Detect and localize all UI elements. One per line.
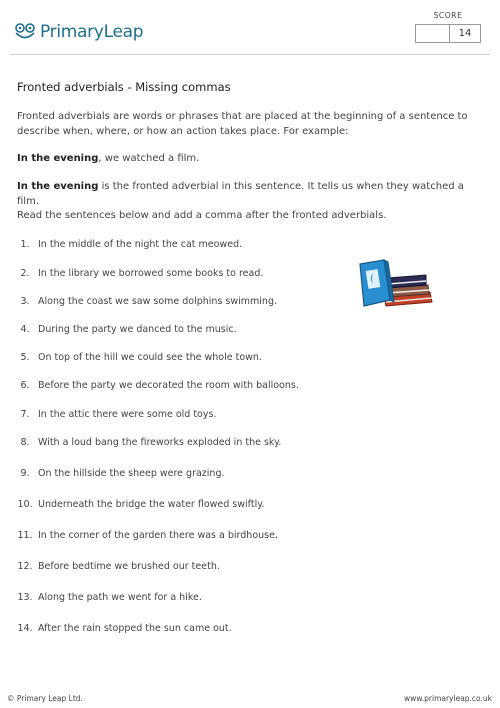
item-sentence[interactable]: During the party we danced to the music.	[38, 324, 237, 335]
item-sentence[interactable]: Along the coast we saw some dolphins swimming.	[38, 296, 277, 307]
explanation-sentence	[17, 180, 487, 209]
item-sentence[interactable]: Along the path we went for a hike.	[38, 592, 202, 603]
item-sentence[interactable]: Before bedtime we brushed our teeth.	[38, 561, 220, 572]
item-number: 1.	[20, 239, 30, 250]
copyright: © Primary Leap Ltd.	[7, 694, 83, 703]
intro-line-1: Fronted adverbials are words or phrases that are placed at the beginning of a sentence to	[17, 111, 468, 122]
item-sentence[interactable]: Before the party we decorated the room with balloons.	[38, 380, 299, 391]
brand-name: PrimaryLeap	[40, 22, 144, 42]
example-sentence	[17, 152, 487, 167]
intro-paragraph	[17, 110, 487, 139]
website-link[interactable]: www.primaryleap.co.uk	[404, 694, 492, 703]
item-sentence[interactable]: In the middle of the night the cat meowed.	[38, 239, 243, 250]
intro-line-2: describe when, where, or how an action takes place. For example:	[17, 125, 349, 137]
score-box	[415, 24, 481, 43]
brand-logo	[14, 22, 143, 42]
item-sentence[interactable]: In the corner of the garden there was a birdhouse.	[38, 530, 278, 541]
item-number: 11.	[17, 530, 33, 541]
item-number: 5.	[20, 352, 30, 363]
explanation-bold: In the evening	[17, 181, 99, 192]
item-sentence[interactable]: On top of the hill we could see the whole town.	[38, 352, 262, 363]
item-sentence[interactable]: In the library we borrowed some books to read.	[38, 268, 264, 279]
instruction: Read the sentences below and add a comma after the fronted adverbials.	[17, 210, 387, 221]
score-label: SCORE	[433, 11, 463, 20]
item-sentence[interactable]: On the hillside the sheep were grazing.	[38, 468, 225, 479]
example-bold: In the evening	[17, 153, 99, 164]
example-rest: , we watched a film.	[98, 153, 200, 164]
score-input-area[interactable]	[416, 25, 450, 42]
item-number: 12.	[17, 561, 33, 572]
item-number: 6.	[20, 380, 30, 391]
item-number: 4.	[20, 324, 30, 335]
item-sentence[interactable]: With a loud bang the fireworks exploded in the sky.	[38, 437, 282, 448]
item-sentence[interactable]: In the attic there were some old toys.	[38, 409, 217, 420]
item-number: 8.	[20, 437, 30, 448]
item-sentence[interactable]: After the rain stopped the sun came out.	[38, 623, 232, 634]
item-number: 13.	[17, 592, 33, 603]
frog-logo-icon	[14, 23, 36, 41]
stack-of-books-icon	[356, 258, 434, 310]
item-number: 14.	[17, 623, 33, 634]
item-number: 7.	[20, 409, 30, 420]
item-number: 3.	[20, 296, 30, 307]
item-number: 9.	[20, 468, 30, 479]
worksheet-title: Fronted adverbials - Missing commas	[17, 80, 231, 94]
item-number: 2.	[20, 268, 30, 279]
item-number: 10.	[17, 499, 33, 510]
header-divider	[10, 54, 490, 55]
explanation-rest: is the fronted adverbial in this sentence. It tells us when they watched a film.	[17, 181, 464, 207]
item-sentence[interactable]: Underneath the bridge the water flowed swiftly.	[38, 499, 265, 510]
score-total: 14	[458, 28, 472, 39]
